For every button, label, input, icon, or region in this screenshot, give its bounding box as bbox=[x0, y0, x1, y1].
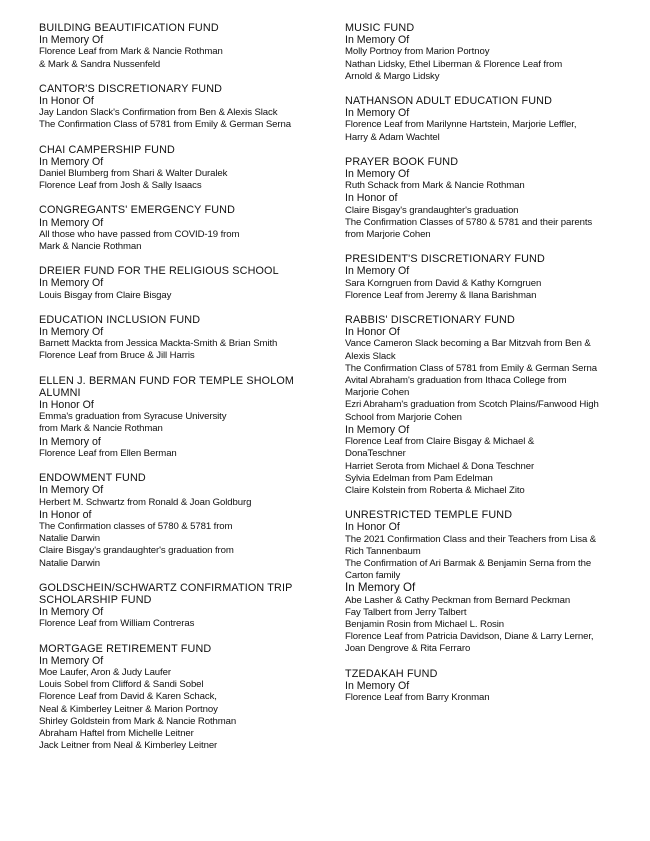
left-column bbox=[39, 22, 329, 764]
donation-entry: Ezri Abraham's graduation from Scotch Plains/Fanwood High bbox=[345, 399, 599, 411]
fund-section-music-fund bbox=[345, 22, 617, 83]
dedication-heading: In Memory Of bbox=[345, 34, 410, 47]
fund-section-president-s-discretionary-fund bbox=[345, 253, 617, 302]
fund-title: CHAI CAMPERSHIP FUND bbox=[39, 143, 175, 156]
dedication-heading: In Honor Of bbox=[345, 521, 400, 534]
fund-title: MUSIC FUND bbox=[345, 22, 415, 34]
fund-section-goldschein-schwartz-confirmation-trip-scholarship-fund bbox=[39, 582, 329, 631]
fund-section-prayer-book-fund bbox=[345, 156, 617, 241]
donation-entry: Claire Bisgay's grandaughter's graduation from bbox=[39, 545, 234, 557]
donation-entry: Barnett Mackta from Jessica Mackta-Smith & Brian Smith bbox=[39, 338, 278, 350]
fund-title: PRESIDENT'S DISCRETIONARY FUND bbox=[345, 253, 545, 266]
donation-entry: Florence Leaf from Patricia Davidson, Diane & Larry Lerner, bbox=[345, 631, 594, 643]
donation-entry: Harry & Adam Wachtel bbox=[345, 131, 440, 143]
donation-entry: Herbert M. Schwartz from Ronald & Joan Goldburg bbox=[39, 496, 252, 508]
fund-section-congregants-emergency-fund bbox=[39, 204, 329, 253]
fund-title: MORTGAGE RETIREMENT FUND bbox=[39, 642, 212, 655]
dedication-heading: In Memory Of bbox=[39, 326, 104, 339]
donation-entry: Jack Leitner from Neal & Kimberley Leitner bbox=[39, 740, 218, 752]
donation-entry: Florence Leaf from David & Karen Schack, bbox=[39, 691, 217, 703]
donation-entry: Daniel Blumberg from Shari & Walter Duralek bbox=[39, 168, 228, 180]
fund-title: BUILDING BEAUTIFICATION FUND bbox=[39, 22, 219, 34]
donation-entry: Florence Leaf from Claire Bisgay & Michael & bbox=[345, 436, 535, 448]
fund-section-chai-campership-fund bbox=[39, 144, 329, 193]
donation-entry: Avital Abraham's graduation from Ithaca College from bbox=[345, 375, 567, 387]
donation-entry: The Confirmation Classes of 5780 & 5781 and their parents bbox=[345, 216, 593, 228]
donation-entry: Natalie Darwin bbox=[39, 557, 100, 569]
donation-entry: The Confirmation Class of 5781 from Emily & German Serna bbox=[39, 119, 291, 131]
right-column bbox=[345, 22, 617, 716]
donation-entry: Florence Leaf from William Contreras bbox=[39, 618, 195, 630]
fund-title: PRAYER BOOK FUND bbox=[345, 155, 459, 168]
donation-entry: Nathan Lidsky, Ethel Liberman & Florence Leaf from bbox=[345, 58, 563, 70]
donation-entry: School from Marjorie Cohen bbox=[345, 411, 462, 423]
donation-entry: Claire Bisgay's grandaughter's graduation bbox=[345, 204, 519, 216]
donation-entry: Natalie Darwin bbox=[39, 533, 100, 545]
donation-entry: Ruth Schack from Mark & Nancie Rothman bbox=[345, 180, 525, 192]
dedication-heading: In Memory Of bbox=[39, 34, 104, 47]
donation-entry: Florence Leaf from Barry Kronman bbox=[345, 691, 490, 703]
donation-entry: Florence Leaf from Mark & Nancie Rothman bbox=[39, 46, 223, 58]
donation-entry: The Confirmation of Ari Barmak & Benjamin Serna from the bbox=[345, 557, 592, 569]
dedication-heading: In Honor Of bbox=[39, 95, 94, 108]
fund-section-building-beautification-fund bbox=[39, 22, 329, 71]
fund-section-nathanson-adult-education-fund bbox=[345, 95, 617, 144]
donation-entry: Florence Leaf from Jeremy & Ilana Barishman bbox=[345, 289, 537, 301]
donation-entry: Neal & Kimberley Leitner & Marion Portnoy bbox=[39, 703, 218, 715]
dedication-heading: In Memory Of bbox=[345, 581, 416, 595]
dedication-heading: In Memory of bbox=[39, 435, 101, 448]
donation-entry: & Mark & Sandra Nussenfeld bbox=[39, 58, 161, 70]
donation-entry: The Confirmation Class of 5781 from Emily & German Serna bbox=[345, 362, 597, 374]
fund-section-mortgage-retirement-fund bbox=[39, 643, 329, 753]
dedication-heading: In Memory Of bbox=[39, 484, 104, 497]
dedication-heading: In Memory Of bbox=[345, 168, 410, 181]
dedication-heading: In Memory Of bbox=[345, 679, 410, 692]
donation-entry: Florence Leaf from Ellen Berman bbox=[39, 447, 177, 459]
donation-entry: Joan Dengrove & Rita Ferraro bbox=[345, 643, 471, 655]
donation-entry: Vance Cameron Slack becoming a Bar Mitzvah from Ben & bbox=[345, 338, 591, 350]
dedication-heading: In Memory Of bbox=[345, 107, 410, 120]
donation-entry: Rich Tannenbaum bbox=[345, 545, 421, 557]
donation-entry: DonaTeschner bbox=[345, 448, 406, 460]
dedication-heading: In Honor Of bbox=[39, 399, 94, 412]
dedication-heading: In Memory Of bbox=[39, 277, 104, 290]
donation-entry: Sylvia Edelman from Pam Edelman bbox=[345, 472, 493, 484]
fund-section-unrestricted-temple-fund bbox=[345, 509, 617, 655]
donation-entry: Sara Korngruen from David & Kathy Korngruen bbox=[345, 277, 542, 289]
donation-entry: Mark & Nancie Rothman bbox=[39, 241, 142, 253]
fund-section-education-inclusion-fund bbox=[39, 314, 329, 363]
dedication-heading: In Honor Of bbox=[345, 326, 400, 339]
donation-entry: Shirley Goldstein from Mark & Nancie Rothman bbox=[39, 715, 237, 727]
donation-entry: Louis Bisgay from Claire Bisgay bbox=[39, 289, 172, 301]
donation-entry: Marjorie Cohen bbox=[345, 387, 410, 399]
donation-entry: Arnold & Margo Lidsky bbox=[345, 70, 440, 82]
donation-entry: All those who have passed from COVID-19 from bbox=[39, 228, 240, 240]
dedication-heading: In Memory Of bbox=[39, 654, 104, 667]
fund-title: CONGREGANTS' EMERGENCY FUND bbox=[39, 204, 236, 217]
fund-title: RABBIS' DISCRETIONARY FUND bbox=[345, 314, 515, 327]
donation-entry: Fay Talbert from Jerry Talbert bbox=[345, 606, 467, 618]
donation-entry: Alexis Slack bbox=[345, 350, 396, 362]
fund-title: ENDOWMENT FUND bbox=[39, 472, 146, 485]
fund-title: UNRESTRICTED TEMPLE FUND bbox=[345, 509, 513, 522]
fund-section-dreier-fund-for-the-religious-school bbox=[39, 265, 329, 302]
fund-section-tzedakah-fund bbox=[345, 668, 617, 705]
donation-entry: Abraham Haftel from Michelle Leitner bbox=[39, 727, 194, 739]
fund-title: EDUCATION INCLUSION FUND bbox=[39, 313, 201, 326]
dedication-heading: In Memory Of bbox=[39, 216, 104, 229]
fund-title: GOLDSCHEIN/SCHWARTZ CONFIRMATION TRIP SCHOLARSHIP FUND bbox=[39, 581, 293, 606]
fund-section-endowment-fund bbox=[39, 472, 329, 570]
fund-section-rabbis-discretionary-fund bbox=[345, 314, 617, 497]
donation-entry: Molly Portnoy from Marion Portnoy bbox=[345, 46, 490, 58]
donation-entry: Benjamin Rosin from Michael L. Rosin bbox=[345, 618, 505, 630]
fund-title: NATHANSON ADULT EDUCATION FUND bbox=[345, 95, 553, 108]
donation-entry: from Mark & Nancie Rothman bbox=[39, 423, 163, 435]
fund-section-cantor-s-discretionary-fund bbox=[39, 83, 329, 132]
donation-entry: Harriet Serota from Michael & Dona Teschner bbox=[345, 460, 535, 472]
fund-title: DREIER FUND FOR THE RELIGIOUS SCHOOL bbox=[39, 265, 279, 278]
fund-title: CANTOR'S DISCRETIONARY FUND bbox=[39, 82, 223, 95]
donation-entry: Florence Leaf from Josh & Sally Isaacs bbox=[39, 180, 202, 192]
donation-entry: Jay Landon Slack's Confirmation from Ben & Alexis Slack bbox=[39, 107, 278, 119]
dedication-heading: In Memory Of bbox=[39, 155, 104, 168]
donation-entry: Abe Lasher & Cathy Peckman from Bernard Peckman bbox=[345, 594, 571, 606]
dedication-heading: In Memory Of bbox=[345, 423, 410, 436]
donation-entry: from Marjorie Cohen bbox=[345, 229, 431, 241]
dedication-heading: In Memory Of bbox=[39, 606, 104, 619]
donation-entry: Florence Leaf from Marilynne Hartstein, Marjorie Leffler, bbox=[345, 119, 577, 131]
fund-section-ellen-j-berman-fund-for-temple-sholom-alumni bbox=[39, 375, 329, 460]
dedication-heading: In Honor of bbox=[39, 508, 92, 521]
donation-entry: Louis Sobel from Clifford & Sandi Sobel bbox=[39, 679, 204, 691]
dedication-heading: In Honor of bbox=[345, 192, 398, 205]
donation-entry: Florence Leaf from Bruce & Jill Harris bbox=[39, 350, 195, 362]
donation-entry: Claire Kolstein from Roberta & Michael Zito bbox=[345, 484, 525, 496]
donation-entry: The Confirmation classes of 5780 & 5781 from bbox=[39, 520, 233, 532]
fund-title: TZEDAKAH FUND bbox=[345, 667, 438, 680]
fund-title: ELLEN J. BERMAN FUND FOR TEMPLE SHOLOM ALUMNI bbox=[39, 374, 295, 399]
dedication-heading: In Memory Of bbox=[345, 265, 410, 278]
donation-entry: The 2021 Confirmation Class and their Teachers from Lisa & bbox=[345, 533, 597, 545]
donation-entry: Moe Laufer, Aron & Judy Laufer bbox=[39, 666, 171, 678]
donation-entry: Carton family bbox=[345, 570, 401, 582]
donation-entry: Emma's graduation from Syracuse University bbox=[39, 411, 227, 423]
